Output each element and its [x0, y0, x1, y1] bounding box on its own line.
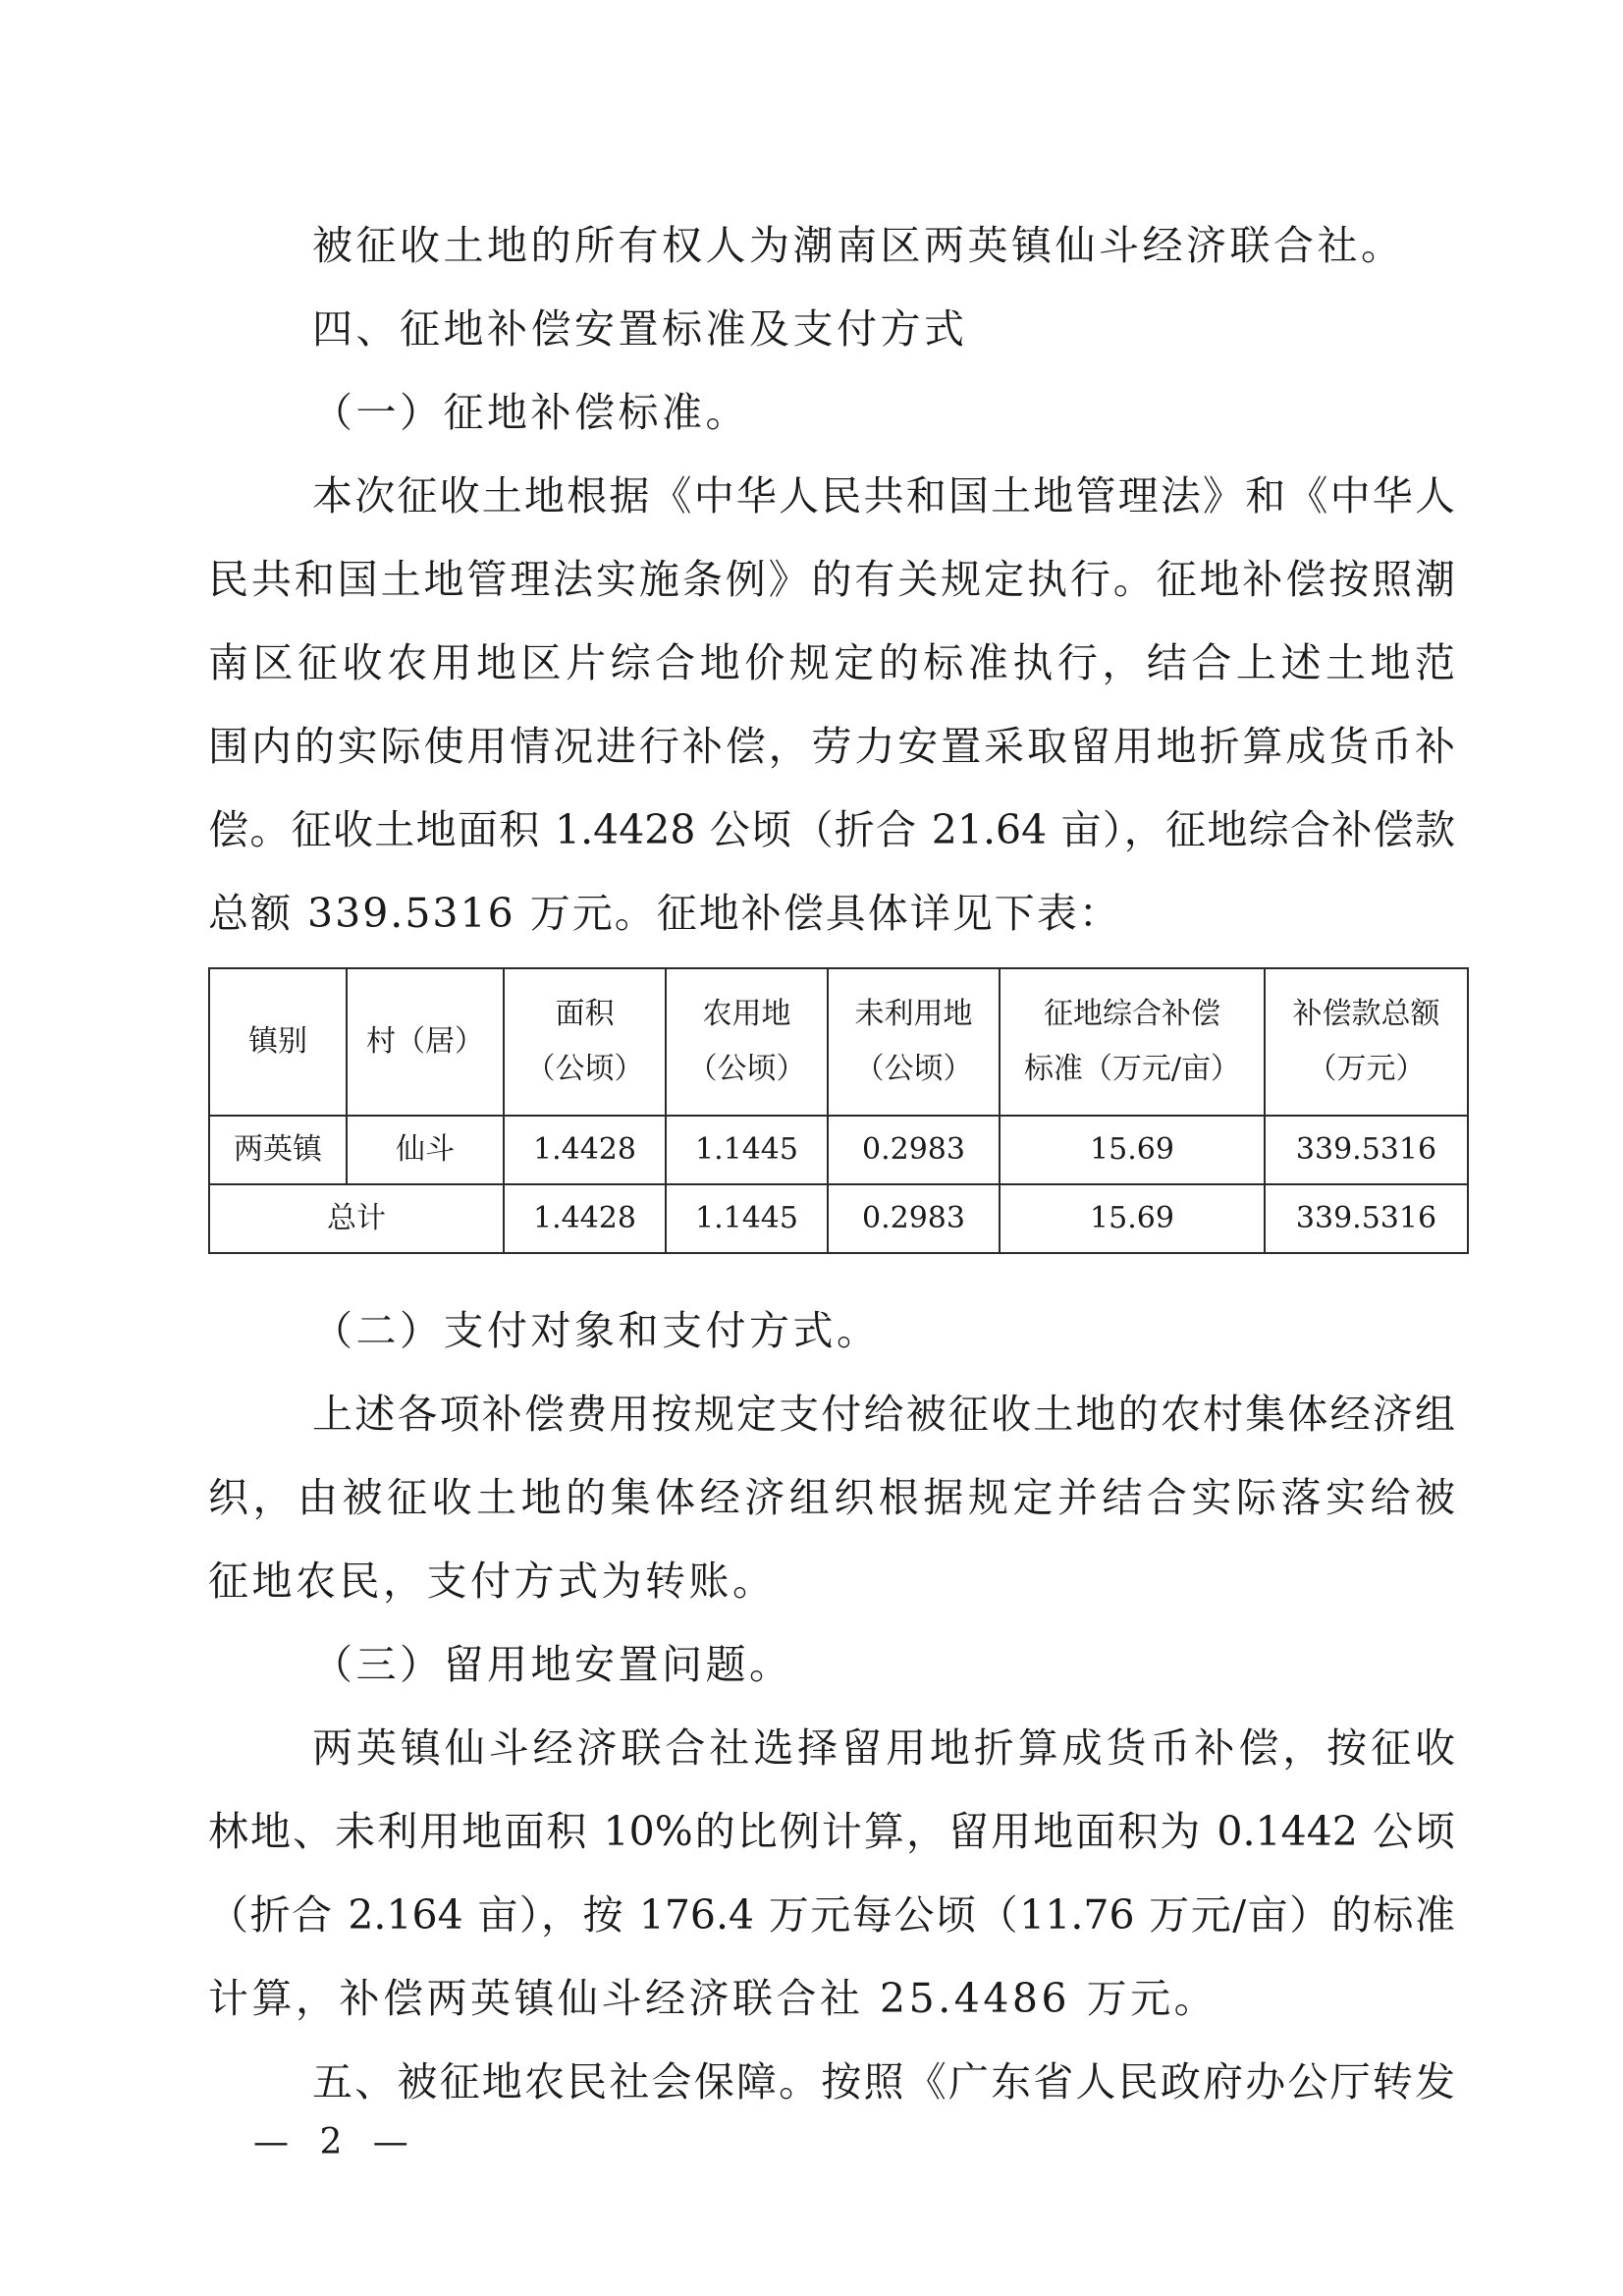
cell-total-area: 1.4428 — [504, 1184, 666, 1253]
paragraph-line: 民共和国土地管理法实施条例》的有关规定执行。征地补偿按照潮 — [208, 556, 1455, 603]
cell-unused-land: 0.2983 — [828, 1116, 1000, 1184]
paragraph-line: 围内的实际使用情况进行补偿，劳力安置采取留用地折算成货币补 — [208, 723, 1455, 770]
header-compensation-total: 补偿款总额 （万元） — [1265, 968, 1468, 1116]
table-total-row — [209, 1184, 1468, 1253]
paragraph-line: 上述各项补偿费用按规定支付给被征收土地的农村集体经济组 — [312, 1391, 1455, 1438]
paragraph-line: （折合 2.164 亩），按 176.4 万元每公顷（11.76 万元/亩）的标准 — [208, 1891, 1455, 1939]
header-farmland: 农用地 （公顷） — [666, 968, 828, 1116]
cell-total-unused-land: 0.2983 — [828, 1184, 1000, 1253]
header-town: 镇别 — [209, 968, 347, 1116]
page-number: — 2 — — [253, 2122, 418, 2162]
cell-standard: 15.69 — [1000, 1116, 1265, 1184]
compensation-table — [208, 967, 1469, 1254]
heading-reserved-land: （三）留用地安置问题。 — [312, 1641, 793, 1688]
cell-total-farmland: 1.1445 — [666, 1184, 828, 1253]
paragraph-line: 偿。征收土地面积 1.4428 公顷（折合 21.64 亩），征地综合补偿款 — [208, 806, 1455, 853]
cell-area: 1.4428 — [504, 1116, 666, 1184]
paragraph-line: 织，由被征收土地的集体经济组织根据规定并结合实际落实给被 — [208, 1474, 1455, 1521]
paragraph-social-security: 五、被征地农民社会保障。按照《广东省人民政府办公厅转发 — [312, 2058, 1455, 2105]
paragraph-line: 南区征收农用地区片综合地价规定的标准执行，结合上述土地范 — [208, 639, 1455, 686]
heading-compensation-standard: （一）征地补偿标准。 — [312, 389, 749, 436]
paragraph-line: 计算，补偿两英镇仙斗经济联合社 25.4486 万元。 — [208, 1975, 1218, 2022]
table-header-row — [209, 968, 1468, 1116]
paragraph-line: 征地农民，支付方式为转账。 — [208, 1558, 777, 1605]
paragraph-line: 本次征收土地根据《中华人民共和国土地管理法》和《中华人 — [312, 472, 1455, 519]
paragraph-line: 林地、未利用地面积 10%的比例计算，留用地面积为 0.1442 公顷 — [208, 1808, 1455, 1855]
cell-total-label: 总计 — [209, 1184, 504, 1253]
header-area: 面积 （公顷） — [504, 968, 666, 1116]
paragraph-line: 总额 339.5316 万元。征地补偿具体详见下表： — [208, 890, 1121, 937]
cell-town: 两英镇 — [209, 1116, 347, 1184]
header-unused-land: 未利用地 （公顷） — [828, 968, 1000, 1116]
paragraph-land-owner: 被征收土地的所有权人为潮南区两英镇仙斗经济联合社。 — [312, 222, 1405, 269]
cell-total-amount: 339.5316 — [1265, 1184, 1468, 1253]
heading-payment-method: （二）支付对象和支付方式。 — [312, 1307, 881, 1354]
cell-village: 仙斗 — [347, 1116, 504, 1184]
paragraph-line: 两英镇仙斗经济联合社选择留用地折算成货币补偿，按征收 — [312, 1724, 1455, 1772]
cell-total-standard: 15.69 — [1000, 1184, 1265, 1253]
heading-section-four: 四、征地补偿安置标准及支付方式 — [312, 305, 968, 353]
header-compensation-standard: 征地综合补偿 标准（万元/亩） — [1000, 968, 1265, 1116]
table-row — [209, 1116, 1468, 1184]
cell-farmland: 1.1445 — [666, 1116, 828, 1184]
cell-total: 339.5316 — [1265, 1116, 1468, 1184]
header-village: 村（居） — [347, 968, 504, 1116]
